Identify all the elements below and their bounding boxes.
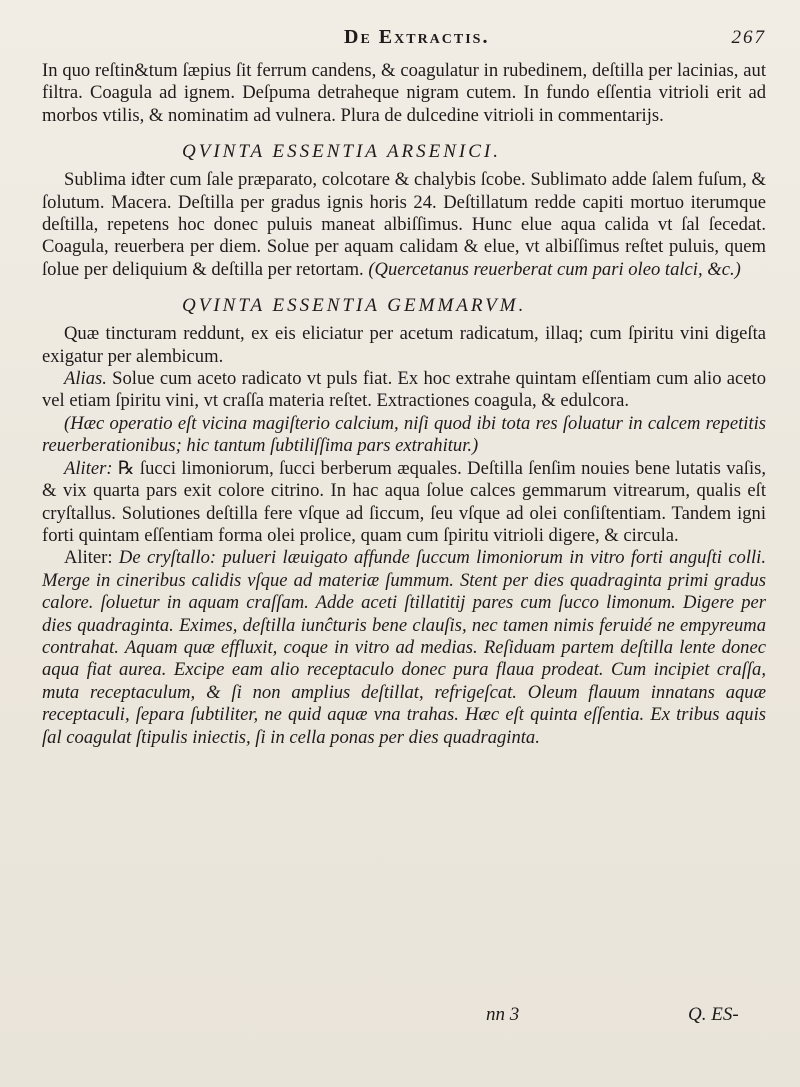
- opening-paragraph: [42, 60, 766, 127]
- section-title-arsenic: QVINTA ESSENTIA ARSENICI.: [182, 141, 502, 163]
- section-body-gems: [42, 323, 766, 749]
- gems-body-2: Solue cum aceto radicato vt puls fiat. Ex hoc extrahe quintam eſſentiam cum alio aceto vel etiam ſpiritu vini, vt craſſa materia reſtet. Extractiones coagula, & edulcora.: [42, 368, 766, 412]
- aliter-body-1: ℞ ſucci limoniorum, ſucci berberum æquales. Deſtilla ſenſim nouies bene lutatis vaſis, & vix quarta pars exit colore citrino. In hac aqua ſolue calces gemmarum vitrearum, qualis eſt cryſtallus. Solutiones deſtilla fere vſque ad ſiccum, ſeu vſque ad olei conſiſtentiam. Tandem igni forti quintam eſſentiam forma olei prolice, quam cum ſpiritu vitrioli digere, & circula.: [42, 457, 766, 546]
- section-title-gems: QVINTA ESSENTIA GEMMARVM.: [182, 295, 527, 317]
- aliter-label-2: Aliter:: [64, 547, 113, 569]
- arsenic-body: Sublima iđter cum ſale præparato, colcotare & chalybis ſcobe. Sublimato adde ſalem fuſum, & ſolutum. Macera. Deſtilla per gradus ignis horis 24. Deſtillatum redde capiti mortuo iterumque deſtilla, repetens hoc donec puluis maneat albiſſimus. Hunc elue aqua calida vt ſal ſecedat. Coagula, reuerbera per diem. Solue per aquam calidam & elue, vt albiſſimus reſtet puluis, quem ſolue per deliquium & deſtilla per retortam.: [42, 169, 766, 280]
- section-body-arsenic: [42, 169, 766, 281]
- running-head-title: De Extractis.: [344, 26, 490, 48]
- aliter-label-1: Aliter:: [64, 457, 113, 479]
- gems-note: [42, 413, 766, 458]
- alias-label: Alias.: [64, 368, 107, 390]
- aliter-body-2: De cryſtallo: pulueri læuigato affunde ſuccum limoniorum in vitro forti anguſti colli. Merge in cineribus calidis vſque ad materiæ ſummum. Stent per dies quadraginta primi gradus calore. ſoluetur in aquam craſſam. Adde aceti ſtillatitij pares cum ſucco limonum. Digere per dies quadraginta. Eximes, deſtilla iunĉturis bene clauſis, nec tamen nimis feruidé ne empyreuma contrahat. Aquam quæ effluxit, coque in vitro ad medias. Reſiduam partem deſtilla lente donec aqua fiat aurea. Excipe eam alio receptaculo donec pura flaua prodeat. Cum incipiet craſſa, muta receptaculum, & ſi non amplius deſtillat, refrigeſcat. Oleum flauum innatans aquæ receptaculi, ſepara ſubtiliter, ne quid aquæ vna trahas. Hæc eſt quinta eſſentia. Ex tribus aquis ſal coagulat ſtipulis iniectis, ſi in cella ponas per dies quadraginta.: [42, 547, 766, 748]
- catchword: Q. ES-: [688, 1004, 739, 1025]
- gems-alias-paragraph: [42, 368, 766, 413]
- page-number: 267: [731, 27, 766, 48]
- aliter-paragraph-1: [42, 458, 766, 548]
- arsenic-note: (Quercetanus reuerberat cum pari oleo talci, &c.): [368, 258, 741, 280]
- gems-note-text: (Hæc operatio eſt vicina magiſterio calcium, niſi quod ibi tota res ſoluatur in calcem repetitis reuerberationibus; hic tantum ſubtiliſſima pars extrahitur.): [42, 412, 766, 457]
- aliter-paragraph-2: [42, 547, 766, 749]
- page-footer: [0, 1004, 800, 1034]
- paragraph-text: In quo reſtin&tum ſæpius ſit ferrum candens, & coagulatur in rubedinem, deſtilla per lacinias, aut filtra. Coagula ad ignem. Deſpuma detraheque nigram cutem. In fundo eſſentia vitrioli erit ad morbos vtilis, & nominatim ad vulnera. Plura de dulcedine vitrioli in commentarijs.: [42, 60, 766, 126]
- paragraph-text: [42, 169, 766, 281]
- signature-mark: nn 3: [486, 1004, 520, 1025]
- running-head: [42, 26, 766, 60]
- gems-body-1: Quæ tincturam reddunt, ex eis eliciatur per acetum radicatum, illaq; cum ſpiritu vini digeſta exigatur per alembicum.: [42, 323, 766, 367]
